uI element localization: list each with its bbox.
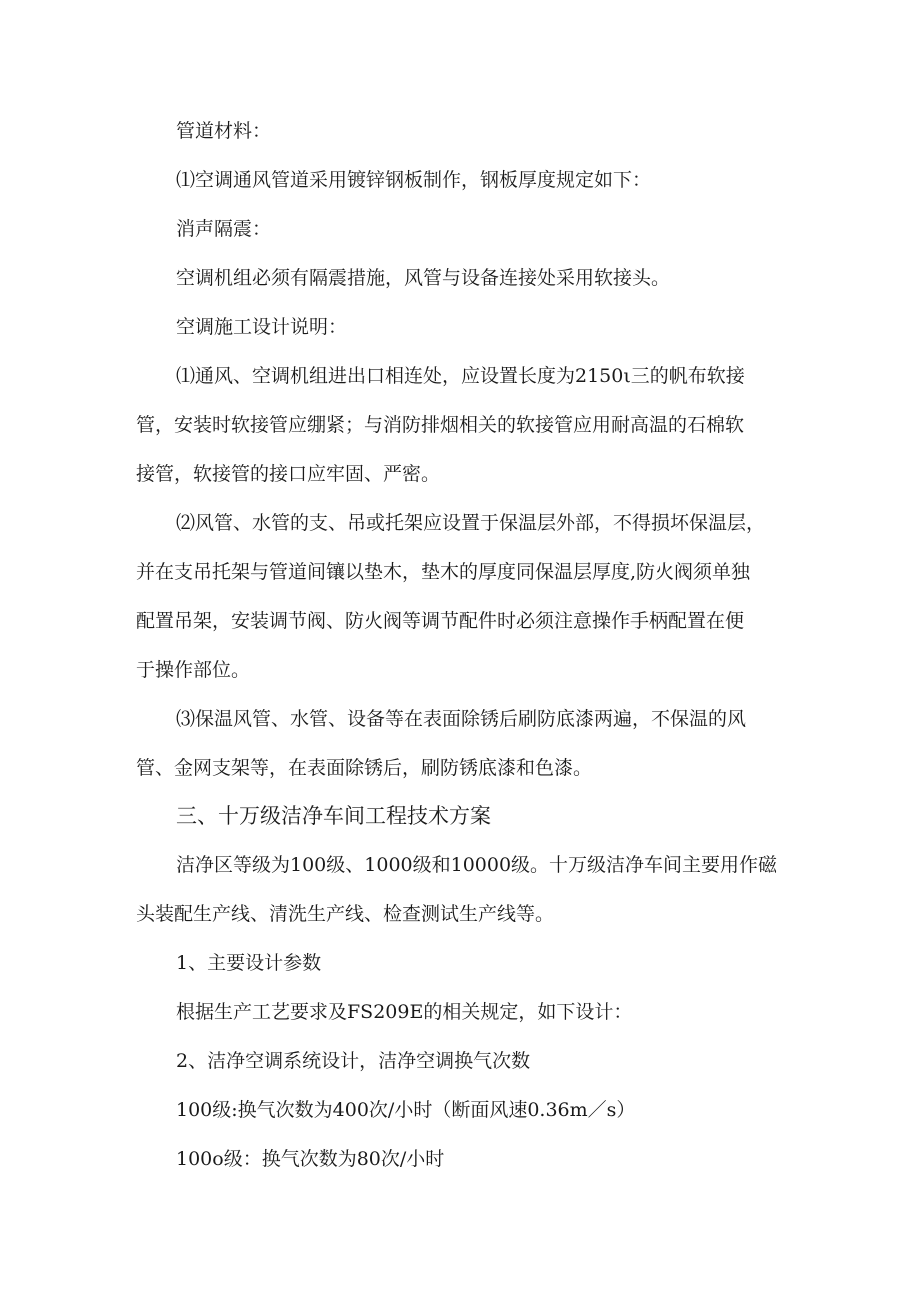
paragraph-construction-notes-heading: 空调施工设计说明： <box>176 316 348 338</box>
paragraph-item1-line3: 接管，软接管的接口应牢固、严密。 <box>136 463 441 485</box>
paragraph-pipe-materials-heading: 管道材料： <box>176 120 272 142</box>
paragraph-item2-line1: ⑵风管、水管的支、吊或托架应设置于保温层外部，不得损坏保温层， <box>176 512 766 534</box>
subheading-design-parameters: 1、主要设计参数 <box>176 952 322 974</box>
section-heading-cleanroom: 三、十万级洁净车间工程技术方案 <box>176 804 491 828</box>
paragraph-class-100-rate: 100级:换气次数为400次/小时（断面风速0.36m／s） <box>176 1099 636 1121</box>
paragraph-item1-line1: ⑴通风、空调机组进出口相连处，应设置长度为2150ι三的帆布软接 <box>176 365 745 387</box>
paragraph-item3-line2: 管、金网支架等，在表面除锈后，刷防锈底漆和色漆。 <box>136 757 593 779</box>
paragraph-design-basis: 根据生产工艺要求及FS209E的相关规定，如下设计： <box>176 1001 633 1023</box>
paragraph-duct-material: ⑴空调通风管道采用镀锌钢板制作，钢板厚度规定如下： <box>176 169 652 191</box>
subheading-air-change-rates: 2、洁净空调系统设计，洁净空调换气次数 <box>176 1050 531 1072</box>
paragraph-vibration-isolation: 空调机组必须有隔震措施，风管与设备连接处采用软接头。 <box>176 267 671 289</box>
paragraph-item2-line4: 于操作部位。 <box>136 659 251 681</box>
paragraph-cleanroom-line2: 头装配生产线、清洗生产线、检查测试生产线等。 <box>136 903 555 925</box>
paragraph-item2-line2: 并在支吊托架与管道间镶以垫木，垫木的厚度同保温层厚度,防火阀须单独 <box>136 561 751 583</box>
paragraph-item2-line3: 配置吊架，安装调节阀、防火阀等调节配件时必须注意操作手柄配置在便 <box>136 610 745 632</box>
paragraph-class-1000-rate: 100o级：换气次数为80次/小时 <box>176 1148 445 1170</box>
paragraph-noise-vibration-heading: 消声隔震： <box>176 218 272 240</box>
paragraph-cleanroom-line1: 洁净区等级为100级、1000级和10000级。十万级洁净车间主要用作磁 <box>176 854 778 876</box>
paragraph-item3-line1: ⑶保温风管、水管、设备等在表面除锈后刷防底漆两遍，不保温的风 <box>176 708 747 730</box>
paragraph-item1-line2: 管，安装时软接管应绷紧；与消防排烟相关的软接管应用耐高温的石棉软 <box>136 414 745 436</box>
